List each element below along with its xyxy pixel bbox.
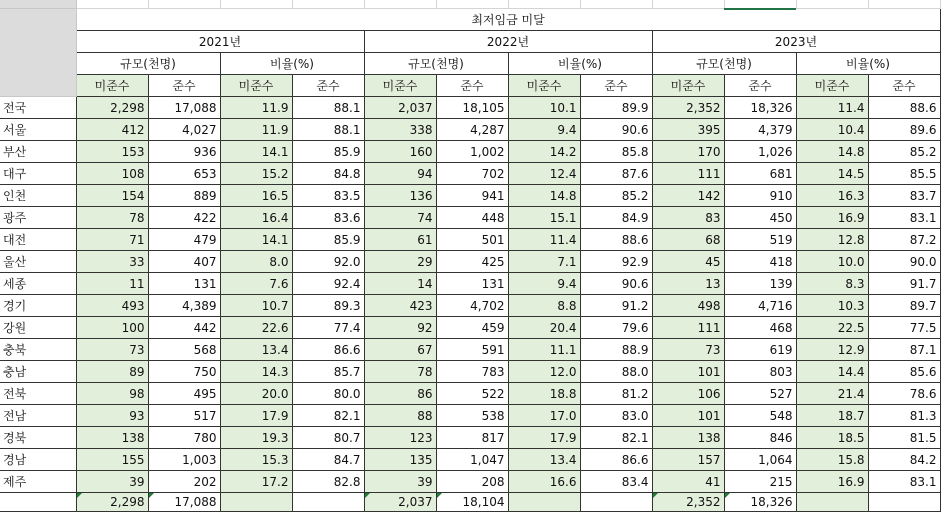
data-cell[interactable]: 517	[148, 405, 220, 427]
data-cell[interactable]: 18,326	[724, 97, 796, 119]
data-cell[interactable]: 8.8	[508, 295, 580, 317]
data-cell[interactable]: 407	[148, 251, 220, 273]
region-label[interactable]: 대구	[0, 163, 76, 185]
data-cell[interactable]: 14.8	[796, 141, 868, 163]
data-cell[interactable]: 14.1	[220, 229, 292, 251]
data-cell[interactable]: 681	[724, 163, 796, 185]
region-label[interactable]: 제주	[0, 471, 76, 493]
data-cell[interactable]: 39	[364, 471, 436, 493]
data-cell[interactable]: 68	[652, 229, 724, 251]
group-header-scale: 규모(천명)	[652, 53, 796, 75]
data-cell[interactable]: 501	[436, 229, 508, 251]
corner-header	[0, 9, 76, 97]
data-cell[interactable]: 8.3	[796, 273, 868, 295]
data-cell[interactable]: 4,702	[436, 295, 508, 317]
data-cell[interactable]: 78.6	[868, 383, 940, 405]
data-cell[interactable]: 780	[148, 427, 220, 449]
data-cell[interactable]: 2,298	[76, 97, 148, 119]
selected-cell-indicator	[724, 0, 796, 10]
subheader-comply: 준수	[292, 75, 364, 97]
data-cell[interactable]: 16.6	[508, 471, 580, 493]
data-cell[interactable]: 81.2	[580, 383, 652, 405]
data-cell[interactable]: 83.0	[580, 405, 652, 427]
data-cell[interactable]: 85.2	[580, 185, 652, 207]
table-row	[0, 471, 940, 493]
data-cell[interactable]: 1,026	[724, 141, 796, 163]
data-cell[interactable]: 395	[652, 119, 724, 141]
subheader-comply: 준수	[724, 75, 796, 97]
data-cell[interactable]: 2,037	[364, 493, 436, 512]
data-cell[interactable]: 94	[364, 163, 436, 185]
table-row	[0, 273, 940, 295]
data-cell[interactable]: 846	[724, 427, 796, 449]
data-cell[interactable]: 14.3	[220, 361, 292, 383]
data-cell[interactable]: 81.3	[868, 405, 940, 427]
data-cell[interactable]: 87.2	[868, 229, 940, 251]
data-cell[interactable]: 106	[652, 383, 724, 405]
subheader-comply: 준수	[580, 75, 652, 97]
table-row	[0, 361, 940, 383]
data-cell[interactable]: 11.1	[508, 339, 580, 361]
data-cell[interactable]: 82.1	[292, 405, 364, 427]
region-label[interactable]: 충남	[0, 361, 76, 383]
data-cell[interactable]: 84.7	[292, 449, 364, 471]
data-cell[interactable]: 92.4	[292, 273, 364, 295]
data-cell[interactable]: 11.9	[220, 119, 292, 141]
table-row	[0, 383, 940, 405]
data-cell[interactable]: 86	[364, 383, 436, 405]
subheader-below: 미준수	[76, 75, 148, 97]
data-cell[interactable]: 18,326	[724, 493, 796, 512]
data-cell[interactable]: 12.9	[796, 339, 868, 361]
data-cell[interactable]: 93	[76, 405, 148, 427]
table-row	[0, 141, 940, 163]
data-cell[interactable]: 85.9	[292, 141, 364, 163]
data-cell[interactable]: 15.2	[220, 163, 292, 185]
data-cell[interactable]: 88.1	[292, 97, 364, 119]
data-cell[interactable]: 73	[652, 339, 724, 361]
region-label[interactable]: 전국	[0, 97, 76, 119]
data-cell[interactable]: 9.4	[508, 119, 580, 141]
data-cell[interactable]: 4,716	[724, 295, 796, 317]
data-cell[interactable]: 98	[76, 383, 148, 405]
data-cell[interactable]: 11.4	[796, 97, 868, 119]
data-cell[interactable]	[220, 493, 292, 512]
data-cell[interactable]: 85.2	[868, 141, 940, 163]
data-cell[interactable]: 202	[148, 471, 220, 493]
data-cell[interactable]: 11.4	[508, 229, 580, 251]
data-cell[interactable]: 101	[652, 361, 724, 383]
data-cell[interactable]: 87.6	[580, 163, 652, 185]
data-cell[interactable]: 91.2	[580, 295, 652, 317]
data-cell[interactable]	[292, 493, 364, 512]
data-cell[interactable]: 88.9	[580, 339, 652, 361]
table-title: 최저임금 미달	[76, 9, 940, 31]
data-cell[interactable]: 89	[76, 361, 148, 383]
data-cell[interactable]: 101	[652, 405, 724, 427]
data-cell[interactable]: 77.5	[868, 317, 940, 339]
data-cell[interactable]: 519	[724, 229, 796, 251]
subheader-row	[0, 75, 940, 97]
data-cell[interactable]: 89.9	[580, 97, 652, 119]
data-cell[interactable]: 418	[724, 251, 796, 273]
data-cell[interactable]: 138	[76, 427, 148, 449]
data-cell[interactable]: 412	[76, 119, 148, 141]
data-cell[interactable]: 2,352	[652, 493, 724, 512]
data-cell[interactable]: 84.2	[868, 449, 940, 471]
subheader-below: 미준수	[796, 75, 868, 97]
region-label[interactable]: 부산	[0, 141, 76, 163]
data-cell[interactable]: 33	[76, 251, 148, 273]
table-row	[0, 119, 940, 141]
data-cell[interactable]: 85.8	[580, 141, 652, 163]
data-cell[interactable]: 18,104	[436, 493, 508, 512]
data-cell[interactable]: 15.8	[796, 449, 868, 471]
data-cell[interactable]: 100	[76, 317, 148, 339]
data-cell[interactable]: 157	[652, 449, 724, 471]
data-cell[interactable]: 21.4	[796, 383, 868, 405]
data-cell[interactable]: 82.1	[580, 427, 652, 449]
data-cell[interactable]: 131	[148, 273, 220, 295]
data-cell[interactable]: 15.3	[220, 449, 292, 471]
data-cell[interactable]: 538	[436, 405, 508, 427]
data-cell[interactable]: 448	[436, 207, 508, 229]
data-cell[interactable]: 653	[148, 163, 220, 185]
data-cell[interactable]: 78	[364, 361, 436, 383]
subheader-comply: 준수	[868, 75, 940, 97]
year-header-2021: 2021년	[76, 31, 364, 53]
data-cell[interactable]: 80.7	[292, 427, 364, 449]
data-cell[interactable]	[580, 493, 652, 512]
data-cell[interactable]: 88.6	[580, 229, 652, 251]
data-cell[interactable]: 155	[76, 449, 148, 471]
region-label[interactable]: 세종	[0, 273, 76, 295]
region-label[interactable]: 울산	[0, 251, 76, 273]
data-cell[interactable]: 495	[148, 383, 220, 405]
data-cell[interactable]: 803	[724, 361, 796, 383]
data-cell[interactable]: 83	[652, 207, 724, 229]
data-cell[interactable]: 20.0	[220, 383, 292, 405]
data-cell[interactable]: 14.5	[796, 163, 868, 185]
data-cell[interactable]: 131	[436, 273, 508, 295]
data-cell[interactable]: 13.4	[508, 449, 580, 471]
data-cell[interactable]: 92.9	[580, 251, 652, 273]
data-cell[interactable]: 79.6	[580, 317, 652, 339]
data-cell[interactable]: 91.7	[868, 273, 940, 295]
data-cell[interactable]: 153	[76, 141, 148, 163]
data-cell[interactable]: 18,105	[436, 97, 508, 119]
table-row	[0, 163, 940, 185]
subheader-comply: 준수	[436, 75, 508, 97]
data-cell[interactable]: 29	[364, 251, 436, 273]
data-cell[interactable]: 10.0	[796, 251, 868, 273]
subheader-comply: 준수	[148, 75, 220, 97]
table-row	[0, 427, 940, 449]
data-cell[interactable]: 77.4	[292, 317, 364, 339]
subheader-below: 미준수	[364, 75, 436, 97]
region-label[interactable]	[0, 493, 76, 512]
data-cell[interactable]: 71	[76, 229, 148, 251]
data-cell[interactable]: 160	[364, 141, 436, 163]
data-cell[interactable]: 22.5	[796, 317, 868, 339]
data-cell[interactable]: 479	[148, 229, 220, 251]
data-cell[interactable]: 338	[364, 119, 436, 141]
table-row	[0, 405, 940, 427]
data-cell[interactable]: 459	[436, 317, 508, 339]
group-row	[0, 53, 940, 75]
data-cell[interactable]: 80.0	[292, 383, 364, 405]
data-cell[interactable]: 14.2	[508, 141, 580, 163]
data-cell[interactable]: 111	[652, 317, 724, 339]
data-cell[interactable]: 83.1	[868, 207, 940, 229]
data-cell[interactable]: 1,047	[436, 449, 508, 471]
data-cell[interactable]: 4,379	[724, 119, 796, 141]
subheader-below: 미준수	[508, 75, 580, 97]
data-cell[interactable]: 85.5	[868, 163, 940, 185]
data-cell[interactable]: 13.4	[220, 339, 292, 361]
region-label[interactable]: 경기	[0, 295, 76, 317]
data-cell[interactable]: 67	[364, 339, 436, 361]
data-cell[interactable]: 14.1	[220, 141, 292, 163]
data-cell[interactable]: 83.7	[868, 185, 940, 207]
data-cell[interactable]: 17.0	[508, 405, 580, 427]
data-cell[interactable]: 83.4	[580, 471, 652, 493]
data-cell[interactable]: 422	[148, 207, 220, 229]
data-cell[interactable]: 910	[724, 185, 796, 207]
data-cell[interactable]: 85.9	[292, 229, 364, 251]
year-header-2023: 2023년	[652, 31, 940, 53]
data-cell[interactable]: 591	[436, 339, 508, 361]
data-cell[interactable]: 17,088	[148, 493, 220, 512]
data-cell[interactable]: 14	[364, 273, 436, 295]
data-cell[interactable]: 4,389	[148, 295, 220, 317]
data-cell[interactable]: 86.6	[292, 339, 364, 361]
region-label[interactable]: 강원	[0, 317, 76, 339]
data-cell[interactable]: 111	[652, 163, 724, 185]
data-cell[interactable]: 61	[364, 229, 436, 251]
data-cell[interactable]: 12.8	[796, 229, 868, 251]
data-cell[interactable]: 2,298	[76, 493, 148, 512]
data-cell[interactable]: 22.6	[220, 317, 292, 339]
data-cell[interactable]: 889	[148, 185, 220, 207]
region-label[interactable]: 서울	[0, 119, 76, 141]
data-cell[interactable]: 12.0	[508, 361, 580, 383]
data-cell[interactable]: 14.4	[796, 361, 868, 383]
data-cell[interactable]: 89.3	[292, 295, 364, 317]
group-header-ratio: 비율(%)	[220, 53, 364, 75]
data-cell[interactable]: 89.7	[868, 295, 940, 317]
data-cell[interactable]: 450	[724, 207, 796, 229]
data-cell[interactable]: 92.0	[292, 251, 364, 273]
data-cell[interactable]: 941	[436, 185, 508, 207]
table-row	[0, 449, 940, 471]
region-label[interactable]: 전북	[0, 383, 76, 405]
data-cell[interactable]: 88.1	[292, 119, 364, 141]
year-row	[0, 31, 940, 53]
data-cell[interactable]: 7.6	[220, 273, 292, 295]
data-cell[interactable]: 123	[364, 427, 436, 449]
data-cell[interactable]: 85.7	[292, 361, 364, 383]
data-cell[interactable]: 39	[76, 471, 148, 493]
data-cell[interactable]: 10.7	[220, 295, 292, 317]
data-cell[interactable]: 90.6	[580, 273, 652, 295]
data-cell[interactable]: 425	[436, 251, 508, 273]
data-cell[interactable]: 138	[652, 427, 724, 449]
data-cell[interactable]: 135	[364, 449, 436, 471]
group-header-ratio: 비율(%)	[508, 53, 652, 75]
data-cell[interactable]: 702	[436, 163, 508, 185]
data-cell[interactable]: 568	[148, 339, 220, 361]
data-cell[interactable]: 10.3	[796, 295, 868, 317]
data-cell[interactable]: 8.0	[220, 251, 292, 273]
data-cell[interactable]: 9.4	[508, 273, 580, 295]
data-cell[interactable]	[868, 493, 940, 512]
data-cell[interactable]: 90.0	[868, 251, 940, 273]
data-cell[interactable]: 17.9	[220, 405, 292, 427]
data-cell[interactable]: 85.6	[868, 361, 940, 383]
data-cell[interactable]: 74	[364, 207, 436, 229]
data-cell[interactable]: 527	[724, 383, 796, 405]
data-cell[interactable]: 16.3	[796, 185, 868, 207]
data-cell[interactable]: 89.6	[868, 119, 940, 141]
data-cell[interactable]: 468	[724, 317, 796, 339]
data-cell[interactable]: 92	[364, 317, 436, 339]
table-row	[0, 295, 940, 317]
grid-top-row	[0, 0, 940, 9]
data-cell[interactable]: 548	[724, 405, 796, 427]
title-row	[0, 9, 940, 31]
year-header-2022: 2022년	[364, 31, 652, 53]
data-cell[interactable]: 2,037	[364, 97, 436, 119]
data-cell[interactable]	[508, 493, 580, 512]
region-label[interactable]: 대전	[0, 229, 76, 251]
partial-row	[0, 493, 940, 512]
data-cell[interactable]: 87.1	[868, 339, 940, 361]
data-cell[interactable]: 19.3	[220, 427, 292, 449]
data-cell[interactable]: 88	[364, 405, 436, 427]
data-cell[interactable]: 82.8	[292, 471, 364, 493]
table-row	[0, 317, 940, 339]
data-cell[interactable]: 73	[76, 339, 148, 361]
data-cell[interactable]: 88.0	[580, 361, 652, 383]
data-cell[interactable]: 88.6	[868, 97, 940, 119]
data-cell[interactable]: 13	[652, 273, 724, 295]
data-cell[interactable]: 7.1	[508, 251, 580, 273]
data-cell[interactable]: 750	[148, 361, 220, 383]
data-cell[interactable]: 136	[364, 185, 436, 207]
data-cell[interactable]: 2,352	[652, 97, 724, 119]
data-cell[interactable]: 41	[652, 471, 724, 493]
data-cell[interactable]: 108	[76, 163, 148, 185]
region-label[interactable]: 충북	[0, 339, 76, 361]
data-cell[interactable]: 83.5	[292, 185, 364, 207]
data-cell[interactable]: 936	[148, 141, 220, 163]
data-cell[interactable]: 11	[76, 273, 148, 295]
data-cell[interactable]: 78	[76, 207, 148, 229]
data-cell[interactable]: 86.6	[580, 449, 652, 471]
data-cell[interactable]: 170	[652, 141, 724, 163]
data-cell[interactable]: 11.9	[220, 97, 292, 119]
data-cell[interactable]: 17.2	[220, 471, 292, 493]
data-cell[interactable]: 139	[724, 273, 796, 295]
data-cell[interactable]: 154	[76, 185, 148, 207]
data-cell[interactable]	[796, 493, 868, 512]
table-row	[0, 185, 940, 207]
data-cell[interactable]: 208	[436, 471, 508, 493]
data-cell[interactable]: 4,027	[148, 119, 220, 141]
data-cell[interactable]: 4,287	[436, 119, 508, 141]
data-cell[interactable]: 16.9	[796, 471, 868, 493]
subheader-below: 미준수	[220, 75, 292, 97]
region-label[interactable]: 전남	[0, 405, 76, 427]
data-cell[interactable]: 783	[436, 361, 508, 383]
data-cell[interactable]: 10.4	[796, 119, 868, 141]
data-cell[interactable]: 18.7	[796, 405, 868, 427]
table-row	[0, 229, 940, 251]
data-cell[interactable]: 619	[724, 339, 796, 361]
data-cell[interactable]: 215	[724, 471, 796, 493]
group-header-scale: 규모(천명)	[364, 53, 508, 75]
data-cell[interactable]: 17,088	[148, 97, 220, 119]
table-row	[0, 339, 940, 361]
data-cell[interactable]: 83.1	[868, 471, 940, 493]
data-cell[interactable]: 81.5	[868, 427, 940, 449]
region-label[interactable]: 인천	[0, 185, 76, 207]
data-cell[interactable]: 1,003	[148, 449, 220, 471]
data-cell[interactable]: 90.6	[580, 119, 652, 141]
data-cell[interactable]: 16.4	[220, 207, 292, 229]
data-cell[interactable]: 1,002	[436, 141, 508, 163]
data-cell[interactable]: 442	[148, 317, 220, 339]
data-cell[interactable]: 493	[76, 295, 148, 317]
data-cell[interactable]: 15.1	[508, 207, 580, 229]
data-cell[interactable]: 1,064	[724, 449, 796, 471]
data-cell[interactable]: 84.8	[292, 163, 364, 185]
data-cell[interactable]: 20.4	[508, 317, 580, 339]
data-cell[interactable]: 817	[436, 427, 508, 449]
data-cell[interactable]: 423	[364, 295, 436, 317]
table-row	[0, 251, 940, 273]
data-cell[interactable]: 18.8	[508, 383, 580, 405]
data-cell[interactable]: 142	[652, 185, 724, 207]
data-cell[interactable]: 16.9	[796, 207, 868, 229]
data-cell[interactable]: 12.4	[508, 163, 580, 185]
table-row	[0, 207, 940, 229]
data-cell[interactable]: 14.8	[508, 185, 580, 207]
region-label[interactable]: 경남	[0, 449, 76, 471]
data-cell[interactable]: 498	[652, 295, 724, 317]
data-cell[interactable]: 84.9	[580, 207, 652, 229]
data-cell[interactable]: 45	[652, 251, 724, 273]
data-cell[interactable]: 522	[436, 383, 508, 405]
subheader-below: 미준수	[652, 75, 724, 97]
group-header-scale: 규모(천명)	[76, 53, 220, 75]
table-row	[0, 97, 940, 119]
region-label[interactable]: 경북	[0, 427, 76, 449]
data-cell[interactable]: 16.5	[220, 185, 292, 207]
data-cell[interactable]: 83.6	[292, 207, 364, 229]
data-cell[interactable]: 18.5	[796, 427, 868, 449]
data-cell[interactable]: 10.1	[508, 97, 580, 119]
region-label[interactable]: 광주	[0, 207, 76, 229]
group-header-ratio: 비율(%)	[796, 53, 940, 75]
data-cell[interactable]: 17.9	[508, 427, 580, 449]
